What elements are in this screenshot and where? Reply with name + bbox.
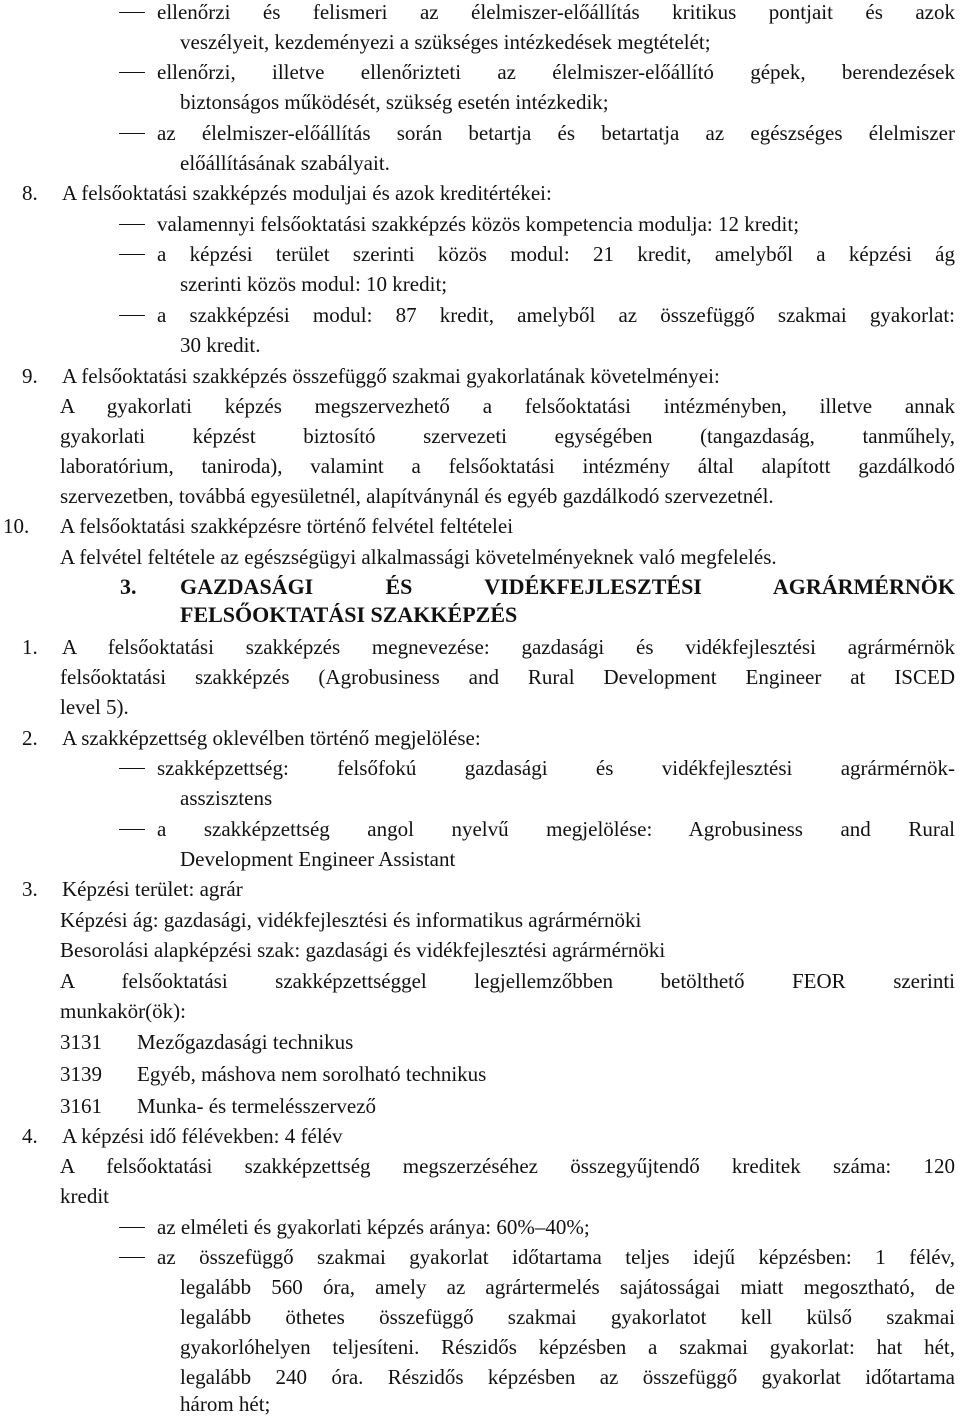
section-number: 2. — [22, 726, 38, 750]
bullet-dash — [119, 72, 145, 73]
feor-code: 3139 — [60, 1062, 102, 1086]
text-line: az élelmiszer-előállítás során betartja és betartatja az egészséges élelmiszer — [157, 121, 955, 145]
section-number: 1. — [22, 635, 38, 659]
text-line: felsőoktatási szakképzés (Agrobusiness and Rural Development Engineer at ISCED — [60, 665, 955, 689]
text-line: Development Engineer Assistant — [180, 847, 456, 871]
text-line: A gyakorlati képzés megszervezhető a felsőoktatási intézményben, illetve annak — [60, 394, 955, 418]
text-line: biztonságos működését, szükség esetén intézkedik; — [180, 90, 609, 114]
text-line: ellenőrzi, illetve ellenőrizteti az élelmiszer-előállító gépek, berendezések — [157, 60, 955, 84]
text-line: Besorolási alapképzési szak: gazdasági és vidékfejlesztési agrármérnöki — [60, 938, 666, 962]
text-line: három hét; — [180, 1392, 271, 1416]
text-line: A felvétel feltétele az egészségügyi alkalmassági követelményeknek való megfelelés. — [60, 545, 777, 569]
bullet-dash — [119, 12, 145, 13]
feor-name: Mezőgazdasági technikus — [137, 1030, 354, 1054]
page-title: GAZDASÁGI ÉS VIDÉKFEJLESZTÉSI AGRÁRMÉRNÖK — [180, 574, 955, 599]
bullet-dash — [119, 768, 145, 769]
section-heading: Képzési terület: agrár — [62, 877, 243, 901]
section-heading: A felsőoktatási szakképzés összefüggő szakmai gyakorlatának követelményei: — [62, 364, 720, 388]
feor-code: 3161 — [60, 1094, 102, 1118]
text-line: szervezetben, továbbá egyesületnél, alapítványnál és egyéb gazdálkodó szervezetnél. — [60, 484, 774, 508]
text-line: kredit — [60, 1184, 109, 1208]
section-number: 4. — [22, 1124, 38, 1148]
text-line: szerinti közös modul: 10 kredit; — [180, 272, 448, 296]
section-heading: A felsőoktatási szakképzésre történő felvétel feltételei — [60, 514, 514, 538]
feor-name: Munka- és termelésszervező — [137, 1094, 377, 1118]
text-line: munkakör(ök): — [60, 999, 186, 1023]
text-line: Képzési ág: gazdasági, vidékfejlesztési és informatikus agrármérnöki — [60, 908, 642, 932]
section-heading: A felsőoktatási szakképzés moduljai és azok kreditértékei: — [62, 181, 552, 205]
text-line: legalább öthetes összefüggő szakmai gyakorlatot kell külső szakmai — [180, 1305, 955, 1329]
text-line: előállításának szabályait. — [180, 151, 390, 175]
section-number: 3. — [22, 877, 38, 901]
bullet-dash — [119, 254, 145, 255]
text-line: legalább 560 óra, amely az agrártermelés sajátosságai miatt megosztható, de — [180, 1275, 955, 1299]
text-line: A felsőoktatási szakképzettséggel legjellemzőbben betölthető FEOR szerinti — [60, 969, 955, 993]
bullet-dash — [119, 1227, 145, 1228]
bullet-dash — [119, 133, 145, 134]
text-line: az összefüggő szakmai gyakorlat időtartama teljes idejű képzésben: 1 félév, — [157, 1245, 955, 1269]
text-line: szakképzettség: felsőfokú gazdasági és vidékfejlesztési agrármérnök- — [157, 756, 955, 780]
bullet-dash — [119, 829, 145, 830]
text-line: asszisztens — [180, 786, 273, 810]
text-line: gyakorlóhelyen teljesíteni. Részidős képzésben a szakmai gyakorlat: hat hét, — [180, 1335, 955, 1359]
text-line: laboratórium, taniroda), valamint a felsőoktatási intézmény által alapított gazdálkodó — [60, 454, 955, 478]
text-line: valamennyi felsőoktatási szakképzés közös kompetencia modulja: 12 kredit; — [157, 212, 800, 236]
text-line: A felsőoktatási szakképzettség megszerzéséhez összegyűjtendő kreditek száma: 120 — [60, 1154, 955, 1178]
section-heading: A képzési idő félévekben: 4 félév — [62, 1124, 343, 1148]
feor-code: 3131 — [60, 1030, 102, 1054]
text-line: 30 kredit. — [180, 333, 261, 357]
section-heading: A szakképzettség oklevélben történő megjelölése: — [62, 726, 481, 750]
text-line: ellenőrzi és felismeri az élelmiszer-előállítás kritikus pontjait és azok — [157, 0, 955, 24]
section-number: 10. — [3, 514, 30, 538]
text-line: az elméleti és gyakorlati képzés aránya: 60%–40%; — [157, 1215, 590, 1239]
text-line: legalább 240 óra. Részidős képzésben az összefüggő gyakorlat időtartama — [180, 1365, 955, 1389]
text-line: A felsőoktatási szakképzés megnevezése: gazdasági és vidékfejlesztési agrármérnök — [62, 635, 955, 659]
text-line: a szakképzési modul: 87 kredit, amelyből az összefüggő szakmai gyakorlat: — [157, 303, 955, 327]
bullet-dash — [119, 1257, 145, 1258]
text-line: veszélyeit, kezdeményezi a szükséges intézkedések megtételét; — [180, 30, 711, 54]
page-title: FELSŐOKTATÁSI SZAKKÉPZÉS — [180, 602, 518, 627]
section-number: 8. — [22, 181, 38, 205]
text-line: a képzési terület szerinti közös modul: 21 kredit, amelyből a képzési ág — [157, 242, 955, 266]
bullet-dash — [119, 224, 145, 225]
section-number: 9. — [22, 364, 38, 388]
text-line: gyakorlati képzést biztosító szervezeti egységében (tangazdaság, tanműhely, — [60, 424, 955, 448]
text-line: a szakképzettség angol nyelvű megjelölése: Agrobusiness and Rural — [157, 817, 955, 841]
title-number: 3. — [120, 574, 137, 599]
feor-name: Egyéb, máshova nem sorolható technikus — [137, 1062, 487, 1086]
bullet-dash — [119, 315, 145, 316]
text-line: level 5). — [60, 695, 129, 719]
